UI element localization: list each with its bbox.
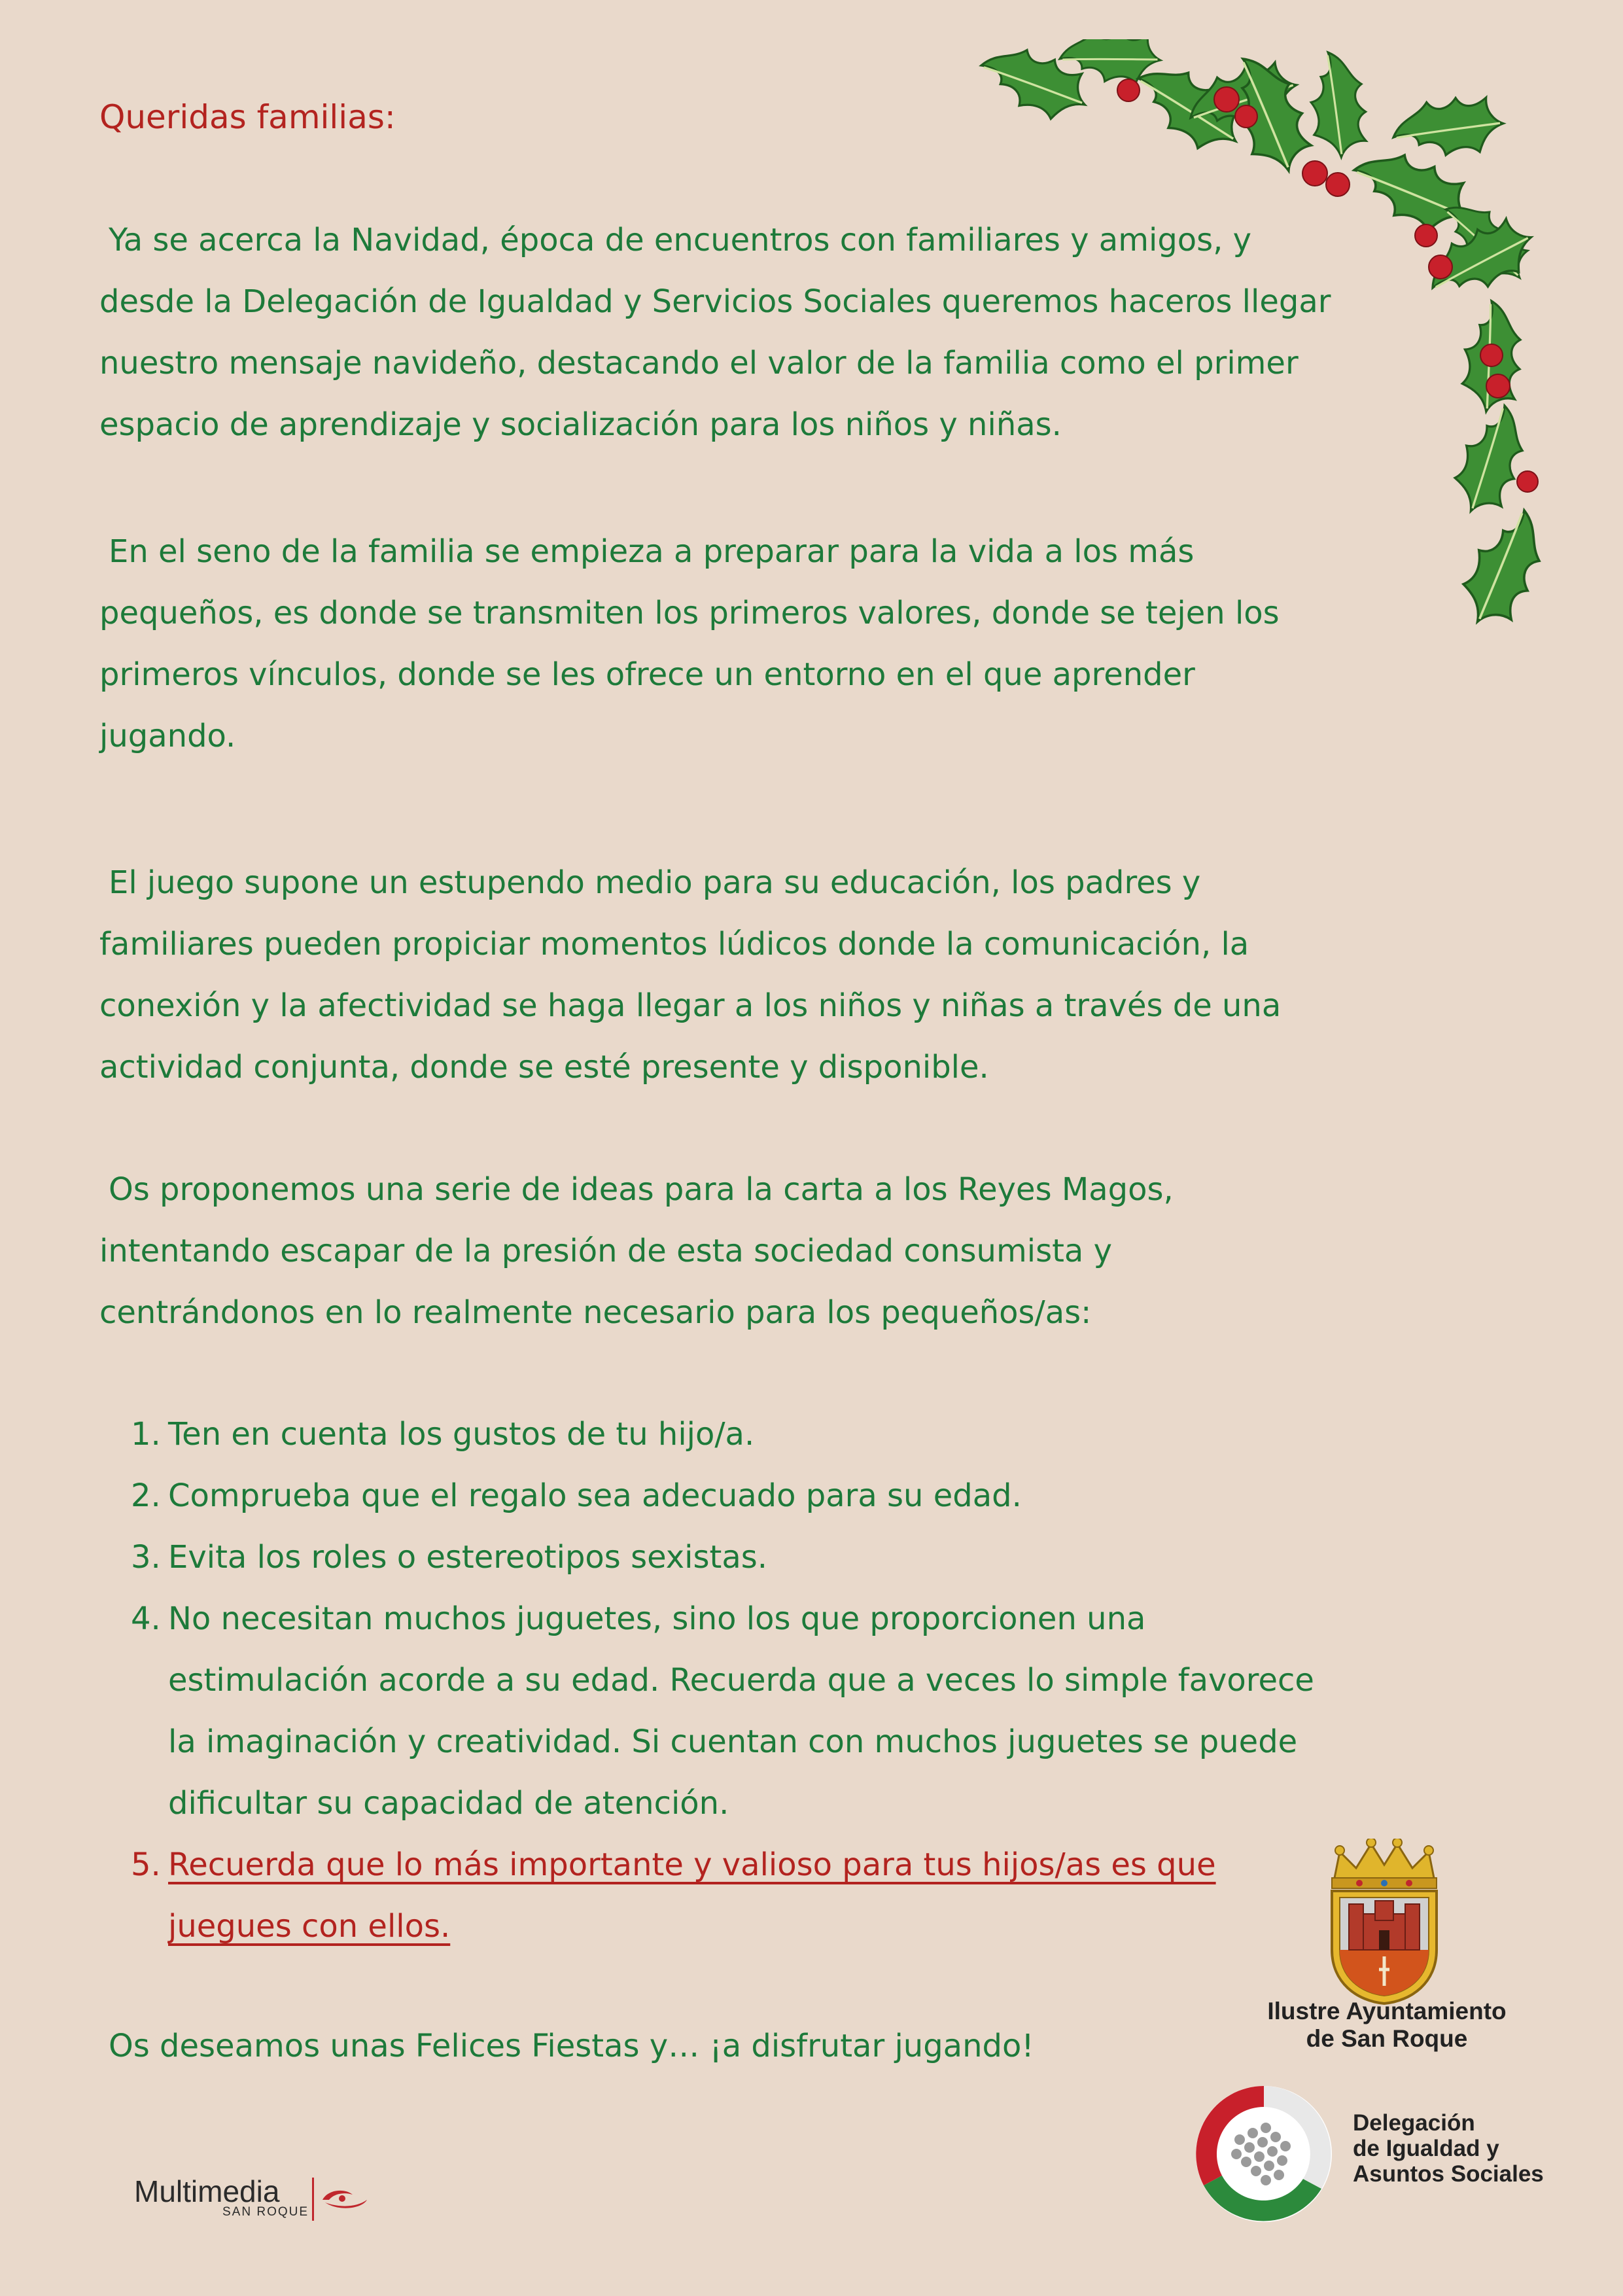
multimedia-san-roque-logo: Multimedia SAN ROQUE <box>134 2174 309 2219</box>
paragraph-4: Os proponemos una serie de ideas para la carta a los Reyes Magos, intentando escapar de la presión de esta sociedad consumista y centrándonos en lo realmente necesario para los pequeños/as: <box>99 1171 1174 1331</box>
list-item: 3. Evita los roles o estereotipos sexistas. <box>131 1539 768 1576</box>
paragraph-2: En el seno de la familia se empieza a preparar para la vida a los más pequeños, es donde se transmiten los primeros valores, donde se tejen los primeros vínculos, donde se les ofrece un entorno en el que aprender jugando. <box>99 533 1280 754</box>
gift-tips-list <box>99 1404 1395 1957</box>
san-roque-crest-icon <box>1320 1839 1448 2005</box>
logo-divider <box>312 2178 314 2221</box>
delegacion-label: Delegación de Igualdad y Asuntos Sociales <box>1353 2110 1544 2187</box>
delegacion-igualdad-logo-icon <box>1191 2081 1338 2228</box>
list-item: 2. Comprueba que el regalo sea adecuado para su edad. <box>131 1477 1022 1514</box>
ayuntamiento-label: Ilustre Ayuntamiento de San Roque <box>1267 1998 1507 2052</box>
greeting: Queridas familias: <box>99 98 396 136</box>
multimedia-swoosh-icon <box>319 2185 371 2212</box>
paragraph-3: El juego supone un estupendo medio para su educación, los padres y familiares pueden propiciar momentos lúdicos donde la comunicación, la conexión y la afectividad se haga llegar a los niños y niñas a través de una actividad conjunta, donde se esté presente y disponible. <box>99 864 1282 1086</box>
closing-message: Os deseamos unas Felices Fiestas y… ¡a disfrutar jugando! <box>109 2028 1034 2064</box>
list-item: 1. Ten en cuenta los gustos de tu hijo/a. <box>131 1416 755 1453</box>
list-item: 4. No necesitan muchos juguetes, sino los que proporcionen una estimulación acorde a su edad. Recuerda que a veces lo simple favorece la imaginación y creatividad. Si cuentan con muchos juguetes se puede dificultar su capacidad de atención. <box>131 1600 1314 1822</box>
paragraph-1: Ya se acerca la Navidad, época de encuentros con familiares y amigos, y desde la Delegación de Igualdad y Servicios Sociales queremos haceros llegar nuestro mensaje navideño, destacando el valor de la familia como el primer espacio de aprendizaje y socialización para los niños y niñas. <box>99 222 1331 443</box>
list-item-highlight: 5. Recuerda que lo más importante y valioso para tus hijos/as es que juegues con ellos. <box>131 1846 1216 1945</box>
